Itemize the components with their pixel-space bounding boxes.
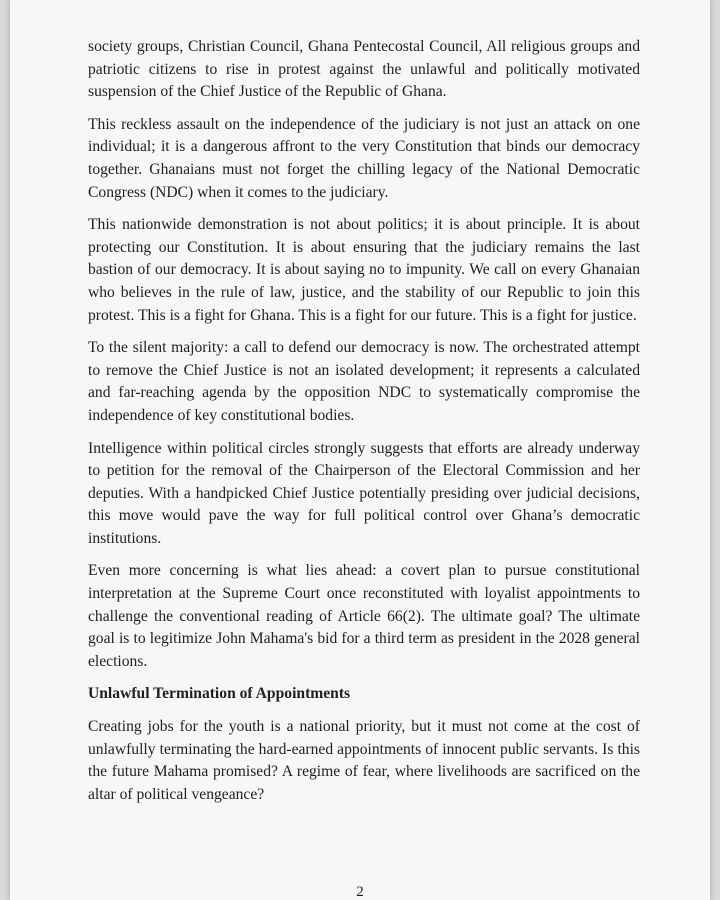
- paragraph-1: society groups, Christian Council, Ghana Pentecostal Council, All religious groups and patriotic citizens to rise in protest against the unlawful and politically motivated suspension of the Chief Justice of the Republic of Ghana.: [88, 38, 640, 101]
- paragraph-2: This reckless assault on the independence of the judiciary is not just an attack on one individual; it is a dangerous affront to the very Constitution that binds our democracy together. Ghanaians must not forget the chilling legacy of the National Democratic Congress (NDC) when it comes to the judiciary.: [88, 115, 640, 201]
- paragraph-7: Creating jobs for the youth is a national priority, but it must not come at the cost of unlawfully terminating the hard-earned appointments of innocent public servants. Is this the future Mahama promised? A regime of fear, where livelihoods are sacrificed on the altar of political vengeance?: [88, 718, 640, 803]
- paragraph-3: This nationwide demonstration is not about politics; it is about principle. It is about protecting our Constitution. It is about ensuring that the judiciary remains the last bastion of our democracy. It is about saying no to impunity. We call on every Ghanaian who believes in the rule of law, justice, and the stability of our Republic to join this protest. This is a fight for Ghana. This is a fight for our future. This is a fight for justice.: [88, 216, 640, 324]
- section-heading: Unlawful Termination of Appointments: [88, 685, 351, 703]
- paragraph-5: Intelligence within political circles strongly suggests that efforts are already underway to petition for the removal of the Chairperson of the Electoral Commission and her deputies. With a handpicked Chief Justice potentially presiding over judicial decisions, this move would pave the way for full political control over Ghana’s democratic institutions.: [88, 439, 640, 547]
- page-number: 2: [356, 884, 364, 900]
- paragraph-6: Even more concerning is what lies ahead: a covert plan to pursue constitutional interpretation at the Supreme Court once reconstituted with loyalist appointments to challenge the conventional reading of Article 66(2). The ultimate goal? The ultimate goal is to legitimize John Mahama's bid for a third term as president in the 2028 general elections.: [88, 562, 640, 670]
- document-body: [88, 36, 640, 816]
- paragraph-4: To the silent majority: a call to defend our democracy is now. The orchestrated attempt to remove the Chief Justice is not an isolated development; it represents a calculated and far-reaching agenda by the opposition NDC to systematically compromise the independence of key constitutional bodies.: [88, 339, 640, 424]
- document-page: [10, 0, 710, 900]
